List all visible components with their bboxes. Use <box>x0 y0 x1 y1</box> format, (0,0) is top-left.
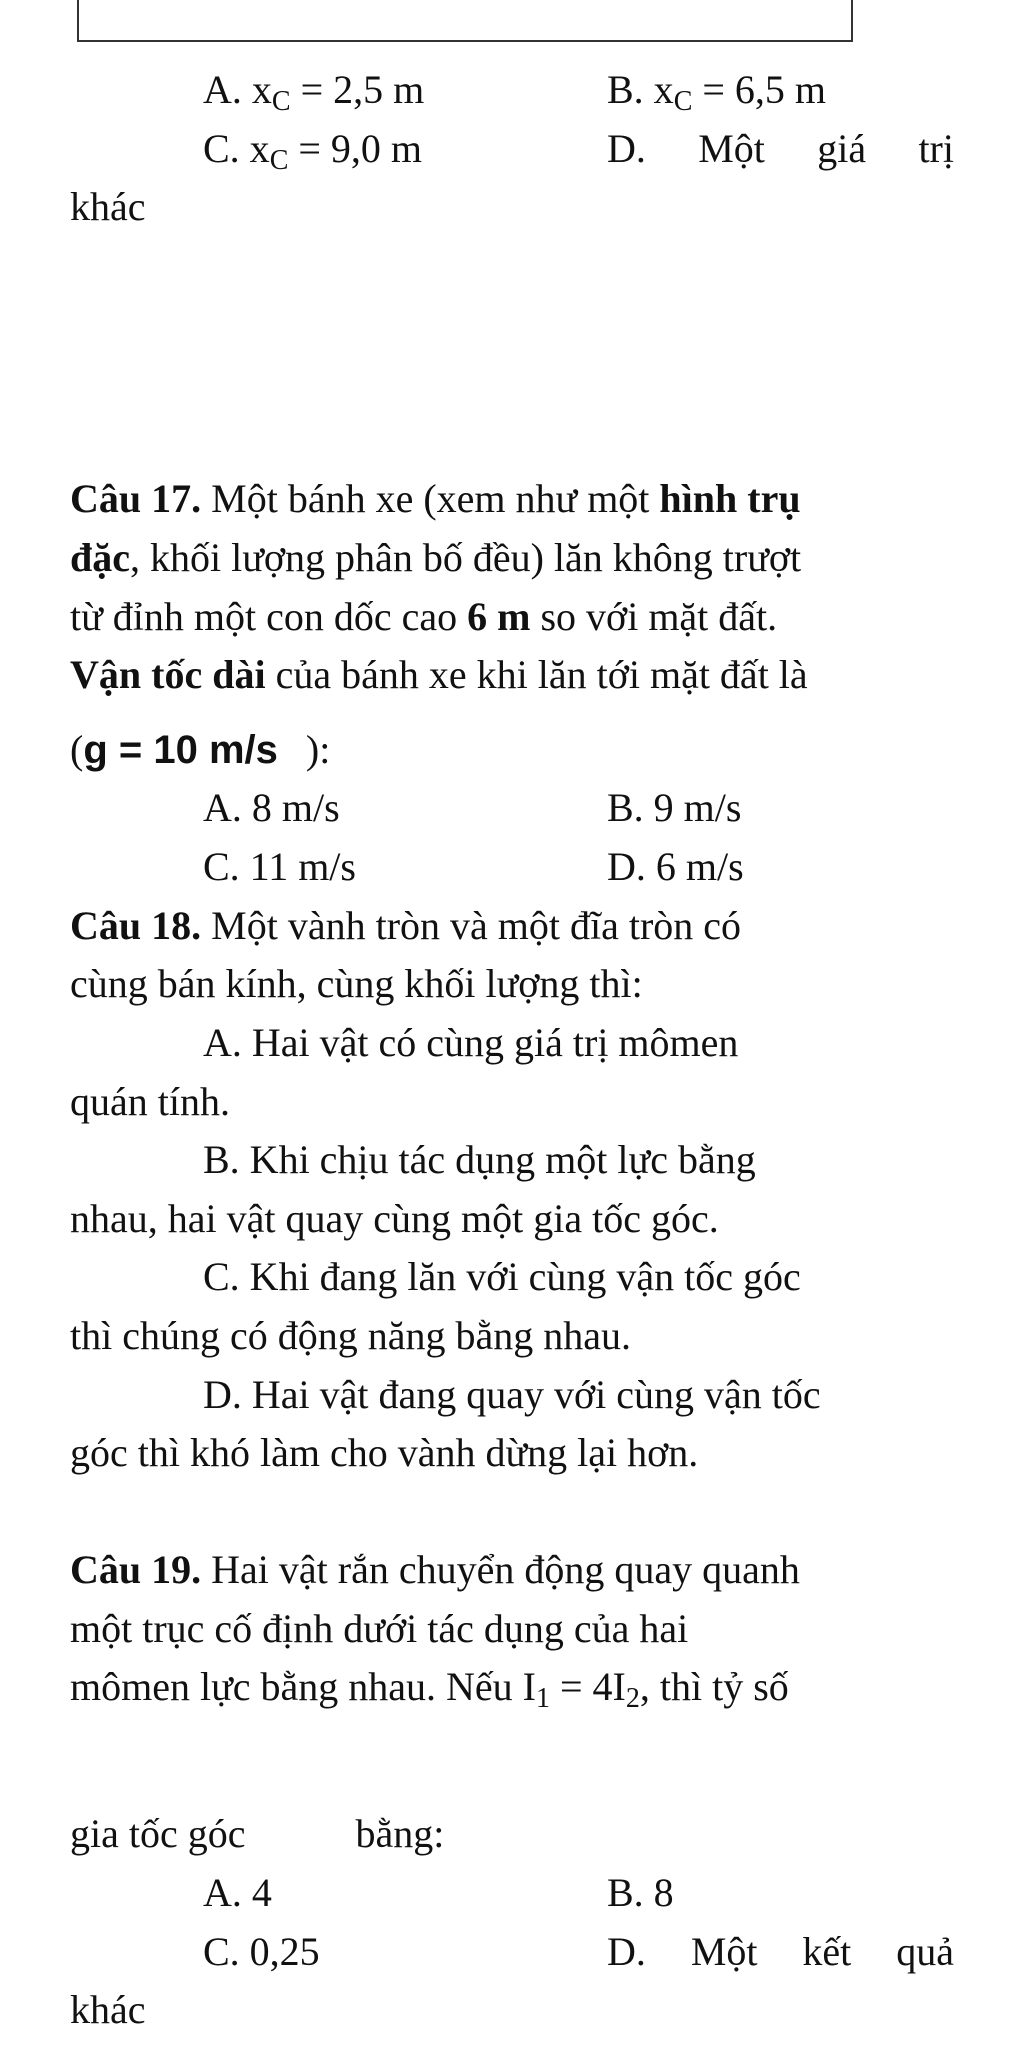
q16-option-c: C. $x_C = 9,0$ m <box>203 126 423 176</box>
q16-option-a: A. $x_C = 2,5$ m <box>203 67 425 117</box>
q19-line-3: mômen lực bằng nhau. Nếu $I_1 = 4I_2$, thì tỷ số <box>70 1664 789 1714</box>
q17-line-5: (g = 10 m/s ): <box>70 727 331 772</box>
q19-option-b: B. 8 <box>607 1870 674 1915</box>
q19-option-d: D. Một kết quả <box>607 1929 954 1974</box>
q17-option-c: C. 11 m/s <box>203 844 356 889</box>
q19-option-d-cont: khác <box>70 1987 146 2032</box>
q18-option-a: A. Hai vật có cùng giá trị mômen <box>203 1020 739 1065</box>
q18-option-a-cont: quán tính. <box>70 1079 230 1124</box>
q17-line-4: Vận tốc dài của bánh xe khi lăn tới mặt đất là <box>70 652 808 697</box>
q18-option-c: C. Khi đang lăn với cùng vận tốc góc <box>203 1254 801 1299</box>
q19-line-2: một trục cố định dưới tác dụng của hai <box>70 1606 689 1651</box>
q18-option-c-cont: thì chúng có động năng bằng nhau. <box>70 1313 631 1358</box>
q18-option-d: D. Hai vật đang quay với cùng vận tốc <box>203 1372 821 1417</box>
q19-option-a: A. 4 <box>203 1870 272 1915</box>
q18-line-2: cùng bán kính, cùng khối lượng thì: <box>70 961 643 1006</box>
q17-line-2: đặc, khối lượng phân bố đều) lăn không trượt <box>70 535 802 580</box>
figure-frame <box>77 0 853 42</box>
q18-line-1: Câu 18. Một vành tròn và một đĩa tròn có <box>70 903 742 948</box>
q19-option-c: C. 0,25 <box>203 1929 320 1974</box>
q17-option-b: B. 9 m/s <box>607 785 742 830</box>
q19-line-4: gia tốc góc bằng: <box>70 1811 445 1856</box>
q17-line-1: Câu 17. Một bánh xe (xem như một hình trụ <box>70 476 801 521</box>
q18-option-b-cont: nhau, hai vật quay cùng một gia tốc góc. <box>70 1196 719 1241</box>
q18-option-d-cont: góc thì khó làm cho vành dừng lại hơn. <box>70 1430 699 1475</box>
q19-line-1: Câu 19. Hai vật rắn chuyển động quay quanh <box>70 1547 800 1592</box>
q17-line-3: từ đỉnh một con dốc cao 6 m so với mặt đất. <box>70 594 778 639</box>
q17-option-d: D. 6 m/s <box>607 844 744 889</box>
q17-option-a: A. 8 m/s <box>203 785 340 830</box>
q18-option-b: B. Khi chịu tác dụng một lực bằng <box>203 1137 756 1182</box>
q16-option-b: B. $x_C = 6,5$ m <box>607 67 827 117</box>
q16-option-d: D. Một giá trị <box>607 126 954 171</box>
q16-option-d-cont: khác <box>70 184 146 229</box>
